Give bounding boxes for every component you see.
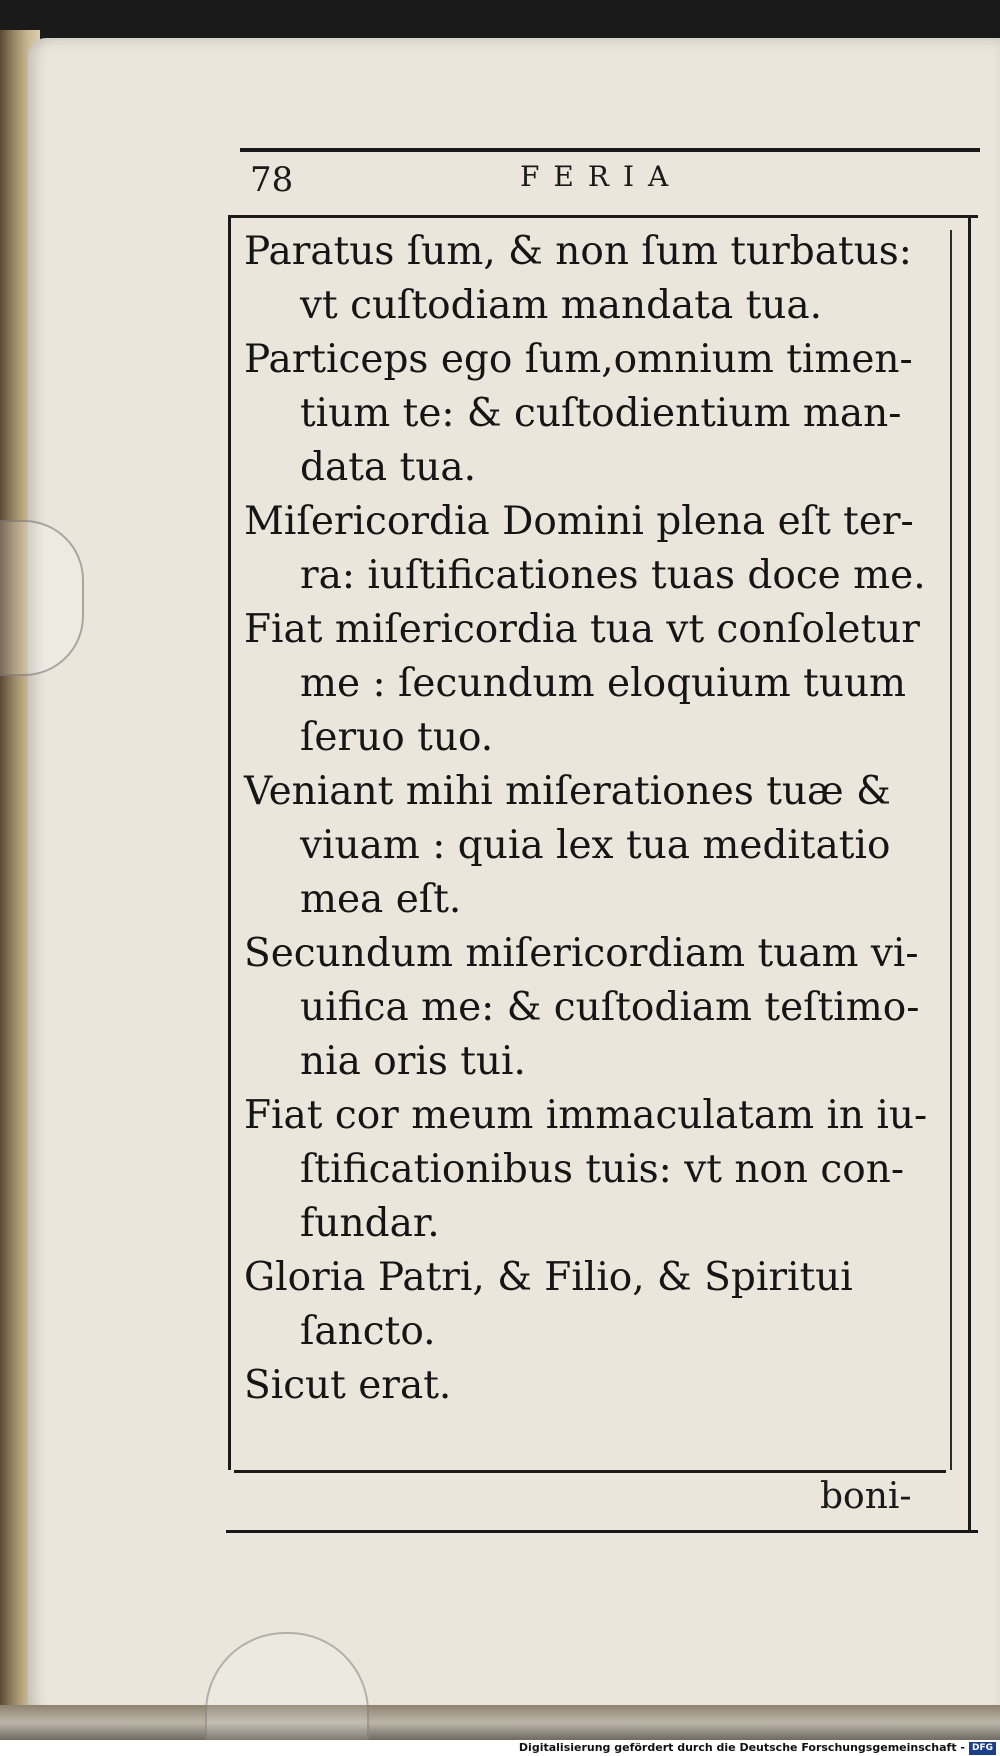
verse-line: ſeruo tuo.: [300, 715, 494, 760]
verse-line: tium te: & cuſtodientium man-: [300, 391, 902, 436]
page-frame-bottom: [226, 1530, 978, 1533]
text-frame-top: [228, 215, 978, 218]
psalm-text-block: [244, 225, 964, 1413]
verse-line: Particeps ego ſum,omnium timen-: [244, 337, 913, 382]
page-clip: [0, 520, 84, 676]
verse-line: Fiat miſericordia tua vt conſoletur: [244, 607, 920, 652]
verse-line: Secundum miſericordiam tuam vi-: [244, 931, 919, 976]
verse-line: Sicut erat.: [244, 1363, 452, 1408]
header-rule: [240, 148, 980, 152]
verse-line: fundar.: [300, 1201, 440, 1246]
verse-line: ſancto.: [300, 1309, 436, 1354]
verse-line: ſtificationibus tuis: vt non con-: [300, 1147, 905, 1192]
verse-line: vt cuſtodiam mandata tua.: [300, 283, 823, 328]
scan-top-border: [0, 0, 1000, 40]
verse-line: me : ſecundum eloquium tuum: [300, 661, 907, 706]
digitization-credit: [0, 1740, 1000, 1756]
verse-line: nia oris tui.: [300, 1039, 526, 1084]
running-title: FERIA: [520, 160, 683, 193]
verse-line: Miſericordia Domini plena eſt ter-: [244, 499, 914, 544]
verse-line: Veniant mihi miſerationes tuæ &: [244, 769, 891, 814]
verse-line: ra: iuſtificationes tuas doce me.: [300, 553, 926, 598]
page-number: 78: [250, 160, 294, 200]
text-frame-left: [228, 215, 231, 1470]
verse-line: mea eſt.: [300, 877, 462, 922]
verse-line: data tua.: [300, 445, 476, 490]
verse-line: Fiat cor meum immaculatam in iu-: [244, 1093, 928, 1138]
verse-line: Paratus ſum, & non ſum turbatus:: [244, 229, 912, 274]
text-frame-right: [968, 215, 971, 1530]
credit-text: Digitalisierung gefördert durch die Deutsche Forschungsgemeinschaft -: [518, 1741, 965, 1754]
dfg-logo: DFG: [969, 1742, 996, 1755]
catchword: boni-: [820, 1476, 912, 1517]
text-frame-bottom: [234, 1470, 946, 1473]
book-bottom-edge: [0, 1705, 1000, 1740]
verse-line: viuam : quia lex tua meditatio: [300, 823, 891, 868]
verse-line: Gloria Patri, & Filio, & Spiritui: [244, 1255, 853, 1300]
verse-line: uifica me: & cuſtodiam teſtimo-: [300, 985, 920, 1030]
